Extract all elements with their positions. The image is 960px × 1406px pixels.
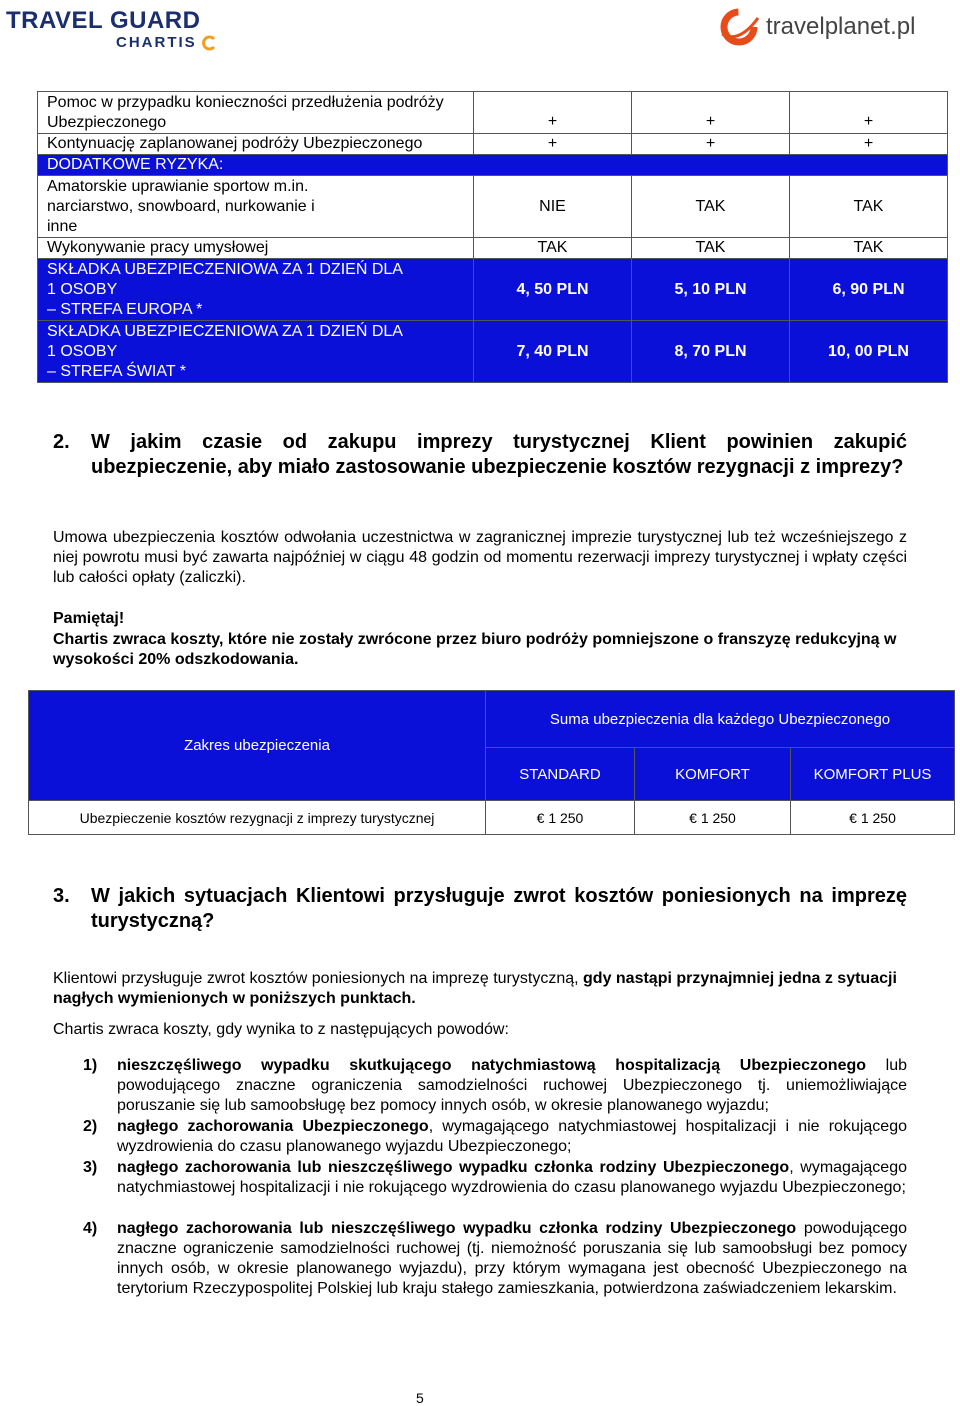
intro-paragraph	[53, 969, 907, 1009]
item-bold: nagłego zachorowania lub nieszczęśliwego wypadku członka rodziny Ubezpieczonego	[117, 1159, 790, 1176]
cell-value: +	[790, 92, 948, 134]
cell-value: +	[632, 134, 790, 155]
cell-value: TAK	[474, 238, 632, 259]
table-row-premium-world	[38, 321, 948, 383]
question-3	[53, 884, 907, 934]
euro-icon: €	[536, 809, 545, 826]
intro-bold: gdy nastąpi przynajmniej jedna z sytuacji nagłych wymienionych w poniższych punktach.	[53, 970, 897, 1007]
cell-value: +	[474, 92, 632, 134]
remember-label: Pamiętaj!	[53, 610, 125, 627]
intro-normal: Klientowi przysługuje zwrot kosztów poniesionych na imprezę turystyczną,	[53, 970, 584, 987]
cell-value: TAK	[632, 238, 790, 259]
table-row-section-header	[38, 155, 948, 176]
chartis-swirl-icon	[201, 35, 217, 51]
row-label: Amatorskie uprawianie sportow m.in. narciarstwo, snowboard, nurkowanie i inne	[38, 176, 474, 238]
logo-subtitle-text: CHARTIS	[116, 34, 197, 51]
label-line: SKŁADKA UBEZPIECZENIOWA ZA 1 DZIEŃ DLA	[47, 260, 403, 278]
item-rest: lub powodującego znaczne ograniczenia samodzielności ruchowej Ubezpieczonego tj. uniemożliwiające poruszanie się lub samoobsługę bez pomocy innych osób, w okresie planowanego wyjazdu;	[117, 1057, 907, 1114]
item-bold: nagłego zachorowania Ubezpieczonego	[117, 1118, 429, 1135]
page-number: 5	[416, 1390, 424, 1406]
table-row	[38, 92, 948, 134]
row-label	[38, 259, 474, 321]
table-row-premium-europe	[38, 259, 948, 321]
item-rest: , wymagającego natychmiastowej hospitalizacji i nie rokującego wyzdrowienia do czasu planowanego wyjazdu Ubezpieczonego;	[117, 1118, 907, 1155]
travelplanet-logo	[716, 4, 915, 50]
table-row	[38, 134, 948, 155]
item-bold: nieszczęśliwego wypadku skutkującego natychmiastową hospitalizacją Ubezpieczonego	[117, 1057, 867, 1074]
list-item	[83, 1158, 907, 1198]
coverage-table	[37, 91, 948, 383]
sum-insured-table	[28, 690, 955, 835]
row-label: Kontynuację zaplanowanej podróży Ubezpieczonego	[38, 134, 474, 155]
label-line: SKŁADKA UBEZPIECZENIOWA ZA 1 DZIEŃ DLA	[47, 322, 403, 340]
question-2	[53, 430, 907, 480]
sum-komfort-plus	[791, 801, 955, 835]
cell-value: TAK	[790, 176, 948, 238]
cell-value: +	[632, 92, 790, 134]
list-item	[83, 1117, 907, 1157]
euro-icon: €	[689, 809, 697, 826]
item-number: 2)	[83, 1118, 98, 1135]
travelplanet-text: travelplanet.pl	[766, 13, 916, 40]
row-label: Wykonywanie pracy umysłowej	[38, 238, 474, 259]
cell-value: +	[790, 134, 948, 155]
question-text: W jakich sytuacjach Klientowi przysługuje zwrot kosztów poniesionych na imprezę turystyczną?	[91, 885, 907, 932]
premium-standard: 7, 40 PLN	[474, 321, 632, 383]
sum-standard	[486, 801, 635, 835]
item-number: 1)	[83, 1057, 98, 1074]
question-number: 3.	[53, 885, 70, 907]
label-line: – STREFA EUROPA *	[47, 300, 203, 318]
sum-komfort	[635, 801, 791, 835]
travel-guard-logo	[6, 8, 217, 52]
item-rest: , wymagającego natychmiastowej hospitalizacji i nie rokującego wyzdrowienia do czasu planowanego wyjazdu Ubezpieczonego;	[117, 1159, 908, 1196]
premium-komfort: 5, 10 PLN	[632, 259, 790, 321]
sum-value: 1 250	[700, 809, 736, 826]
list-item	[83, 1056, 907, 1116]
cell-value: TAK	[632, 176, 790, 238]
label-line: – STREFA ŚWIAT *	[47, 362, 186, 380]
row-label: Ubezpieczenie kosztów rezygnacji z imprezy turystycznej	[29, 801, 486, 835]
item-number: 4)	[83, 1220, 98, 1237]
premium-komfort: 8, 70 PLN	[632, 321, 790, 383]
sum-value: 1 250	[860, 809, 896, 826]
row-label	[38, 321, 474, 383]
scope-header: Zakres ubezpieczenia	[29, 691, 486, 801]
answer-paragraph: Umowa ubezpieczenia kosztów odwołania uczestnictwa w zagranicznej imprezie turystycznej lub też wcześniejszego z niej powrotu musi być zawarta najpóźniej w ciągu 48 godzin od momentu rezerwacji imprezy turystycznej i wpłaty części lub całości opłaty (zaliczki).	[53, 529, 907, 586]
cell-value: TAK	[790, 238, 948, 259]
variant-komfort-plus: KOMFORT PLUS	[791, 748, 955, 801]
remember-text: Chartis zwraca koszty, które nie zostały zwrócone przez biuro podróży pomniejszone o franszyzę redukcyjną w wysokości 20% odszkodowania.	[53, 631, 897, 668]
premium-standard: 4, 50 PLN	[474, 259, 632, 321]
sum-value: 1 250	[548, 809, 584, 826]
cell-value: +	[474, 134, 632, 155]
table-row	[29, 801, 955, 835]
premium-komfort-plus: 10, 00 PLN	[790, 321, 948, 383]
table-header-row	[29, 691, 955, 748]
table-row	[38, 176, 948, 238]
item-bold: nagłego zachorowania lub nieszczęśliwego wypadku członka rodziny Ubezpieczonego	[117, 1220, 797, 1237]
table-row	[38, 238, 948, 259]
cell-value: NIE	[474, 176, 632, 238]
logo-title: TRAVEL GUARD	[6, 7, 201, 34]
item-rest: powodującego znaczne ograniczenie samodzielności ruchowej (tj. niemożność poruszania się lub samoobsługi bez pomocy innych osób, w okresie planowanego wyjazdu), przy którym wymagana jest obecność Ubezpieczonego na terytorium Rzeczypospolitej Polskiej lub kraju stałego zamieszkania, potwierdzona zaświadczeniem lekarskim.	[117, 1220, 908, 1297]
item-number: 3)	[83, 1159, 98, 1176]
premium-komfort-plus: 6, 90 PLN	[790, 259, 948, 321]
logo-subtitle	[116, 34, 217, 52]
lead-paragraph: Chartis zwraca koszty, gdy wynika to z następujących powodów:	[53, 1021, 509, 1038]
euro-icon: €	[849, 809, 857, 826]
question-number: 2.	[53, 431, 70, 453]
label-line: 1 OSOBY	[47, 342, 118, 360]
label-line: 1 OSOBY	[47, 280, 118, 298]
sum-header: Suma ubezpieczenia dla każdego Ubezpieczonego	[486, 691, 955, 748]
planet-swirl-icon	[716, 4, 762, 50]
variant-komfort: KOMFORT	[635, 748, 791, 801]
question-text: W jakim czasie od zakupu imprezy turystycznej Klient powinien zakupić ubezpieczenie, aby miało zastosowanie ubezpieczenie kosztów rezygnacji z imprezy?	[91, 431, 907, 478]
variant-standard: STANDARD	[486, 748, 635, 801]
row-label: Pomoc w przypadku konieczności przedłużenia podróży Ubezpieczonego	[38, 92, 474, 134]
list-item	[83, 1219, 907, 1299]
section-label: DODATKOWE RYZYKA:	[38, 155, 948, 176]
